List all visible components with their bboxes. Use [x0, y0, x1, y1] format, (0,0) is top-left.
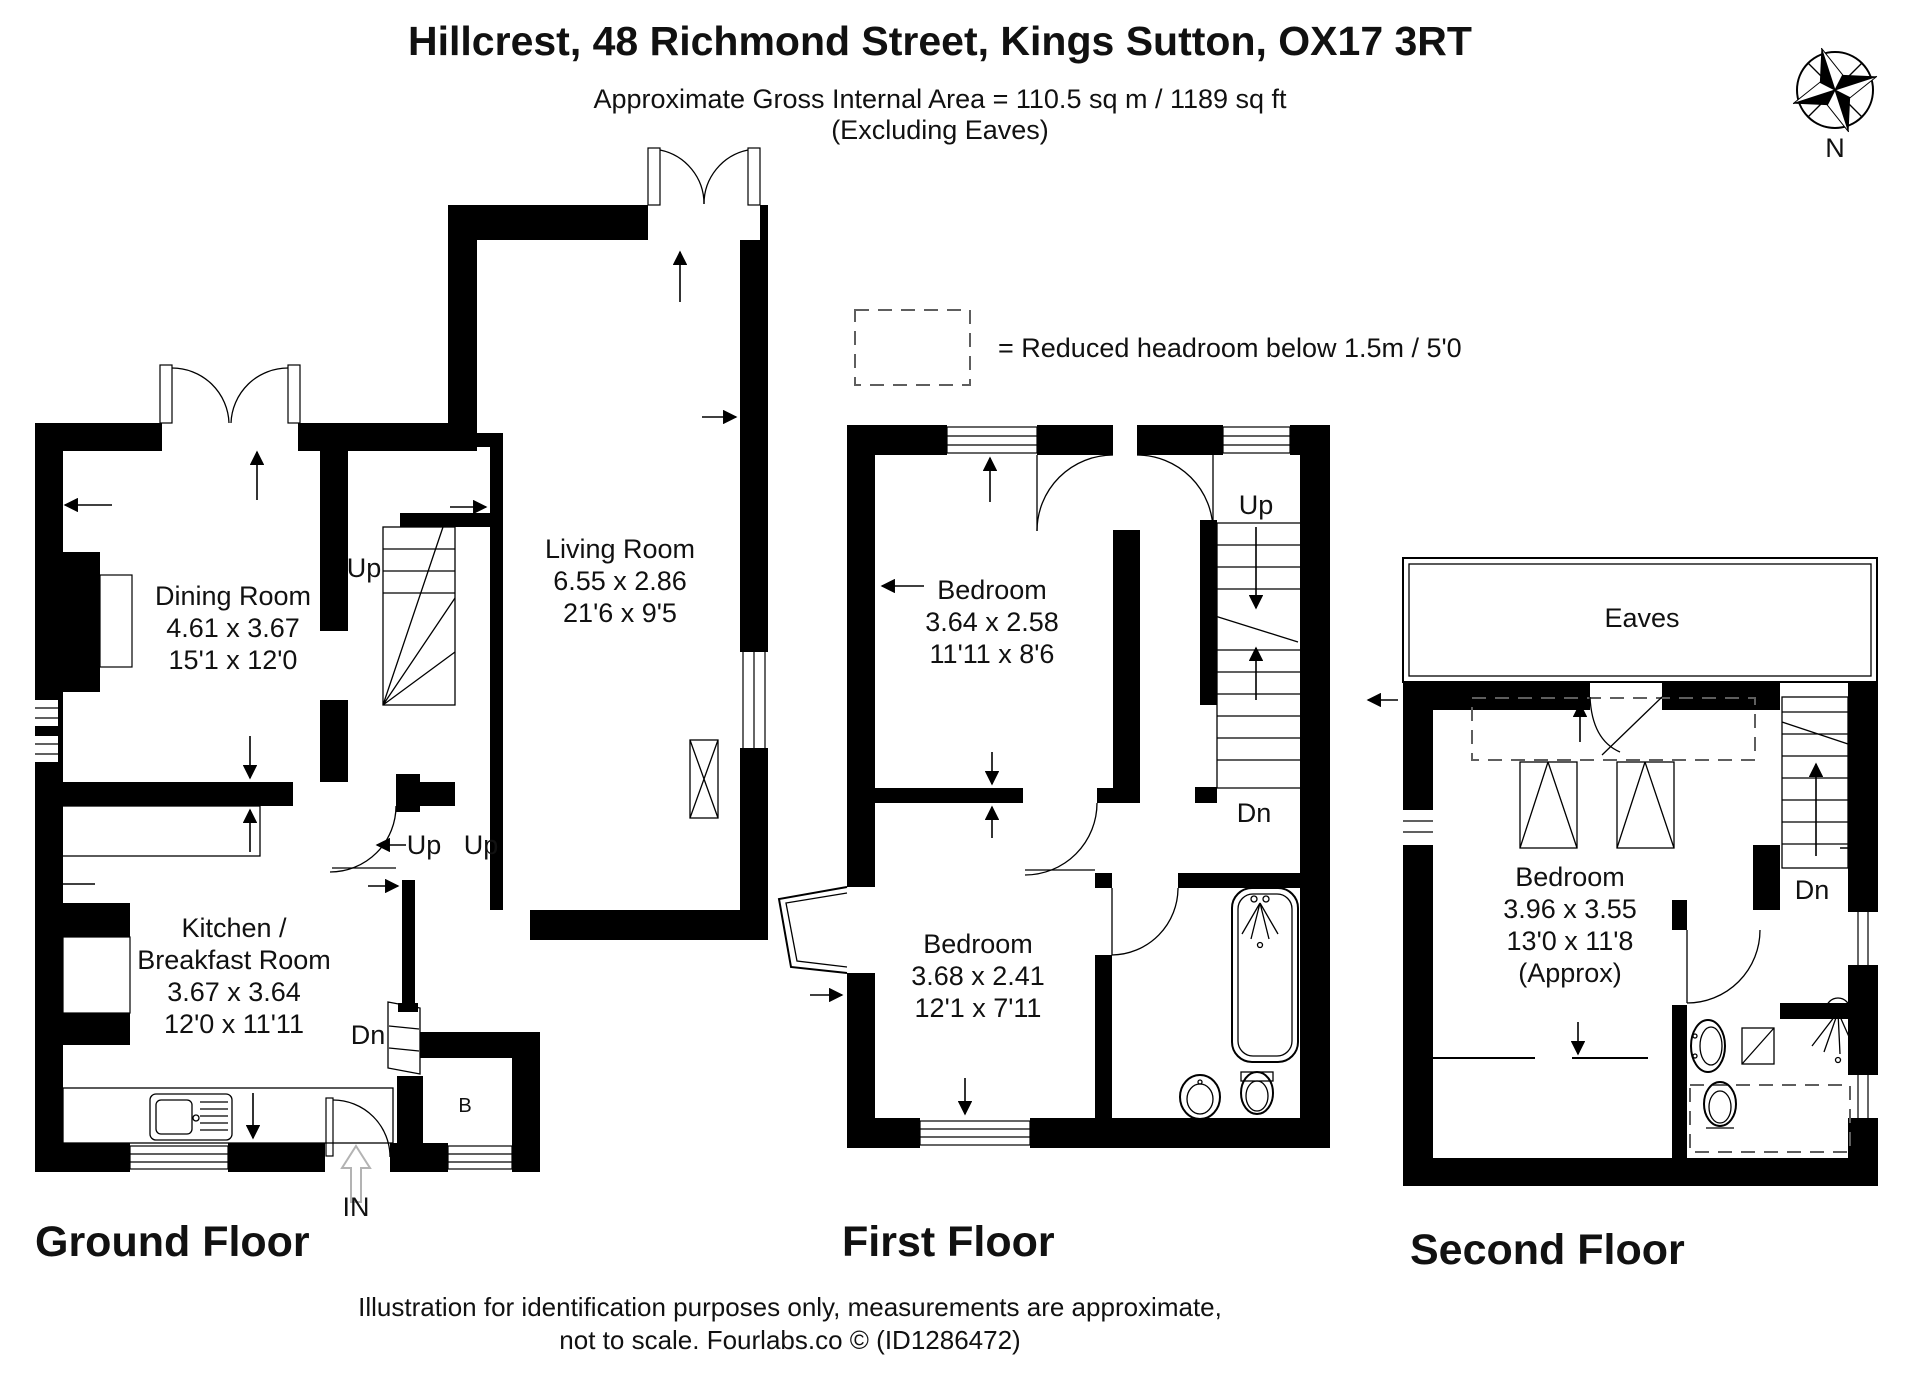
room-name-line1: Kitchen /: [181, 913, 287, 943]
sideboard: [40, 806, 260, 856]
compass-north-label: N: [1825, 133, 1845, 163]
bedroom-back-window: [920, 1121, 1030, 1145]
shower-room-door: [1687, 930, 1760, 1003]
shower-toilet-icon: [1704, 1082, 1736, 1128]
landing-window: [1223, 427, 1290, 453]
room-dims-metric: 3.96 x 3.55: [1503, 894, 1637, 924]
footer-line-1: Illustration for identification purposes only, measurements are approximate,: [358, 1292, 1222, 1322]
second-floor-down-label: Dn: [1794, 875, 1830, 905]
room-name: Dining Room: [154, 581, 312, 611]
bedroom-front-window: [947, 427, 1037, 453]
compass-icon: [1780, 35, 1891, 146]
room-label-living: [545, 533, 695, 629]
dining-french-doors: [160, 365, 300, 423]
room-dims-imperial: 11'11 x 8'6: [929, 639, 1055, 669]
room-name: Living Room: [544, 534, 696, 564]
room-dims-imperial: 15'1 x 12'0: [168, 645, 298, 675]
bath-icon: [1232, 888, 1298, 1062]
first-floor-plan: [779, 425, 1330, 1148]
page-title: Hillcrest, 48 Richmond Street, Kings Sutton, OX17 3RT: [408, 18, 1472, 64]
excluding-subtitle: (Excluding Eaves): [831, 115, 1049, 145]
hall-up-label-2: Up: [463, 830, 499, 860]
eaves-label: Eaves: [1604, 603, 1680, 633]
room-label-bedroom-second: [1503, 861, 1637, 989]
living-room-window: [740, 652, 768, 748]
eaves-door: [1590, 697, 1662, 755]
legend-label: = Reduced headroom below 1.5m / 5'0: [998, 333, 1462, 363]
stair-up-label: Up: [346, 553, 382, 583]
reduced-headroom-swatch: [855, 310, 970, 385]
room-label-dining: [155, 580, 311, 676]
second-left-window: [1403, 810, 1433, 845]
room-name: Bedroom: [923, 929, 1033, 959]
kitchen-door: [330, 806, 396, 872]
wardrobe-icons: [1520, 762, 1674, 848]
room-name: Bedroom: [937, 575, 1047, 605]
first-floor-up-label: Up: [1238, 490, 1274, 520]
second-floor-stairs: [1782, 697, 1848, 868]
bathroom-door: [1112, 888, 1178, 955]
cellar-down-label: Dn: [350, 1020, 386, 1050]
room-label-kitchen: [137, 912, 331, 1040]
room-dims-metric: 4.61 x 3.67: [166, 613, 300, 643]
kitchen-alcove: [63, 937, 130, 1013]
bedroom-back-door: [1025, 803, 1097, 875]
stair-top-door: [1137, 455, 1213, 531]
shower-tray-icon: [1742, 1028, 1774, 1064]
room-dims-metric: 3.64 x 2.58: [925, 607, 1059, 637]
room-name: Bedroom: [1515, 862, 1625, 892]
bedroom-front-door: [1037, 455, 1113, 531]
fireplace: [100, 575, 132, 667]
footer-line-2: not to scale. Fourlabs.co © (ID1286472): [559, 1325, 1021, 1355]
ground-floor-title: Ground Floor: [35, 1218, 310, 1266]
kitchen-window: [130, 1146, 228, 1169]
second-floor-title: Second Floor: [1410, 1226, 1685, 1274]
first-floor-down-label: Dn: [1236, 798, 1272, 828]
room-label-bedroom-front: [925, 574, 1059, 670]
basin-icon: [1180, 1075, 1220, 1119]
living-french-doors: [648, 148, 760, 205]
cellar-steps: [388, 1002, 420, 1074]
hall-up-label-1: Up: [406, 830, 442, 860]
shower-sink-icon: [1691, 1020, 1725, 1072]
room-dims-imperial: 13'0 x 11'8: [1506, 926, 1634, 956]
toilet-icon: [1241, 1072, 1273, 1114]
area-subtitle: Approximate Gross Internal Area = 110.5 sq m / 1189 sq ft: [593, 84, 1287, 114]
room-label-bedroom-back: [911, 928, 1045, 1024]
room-dims-approx: (Approx): [1518, 958, 1622, 988]
room-dims-imperial: 21'6 x 9'5: [563, 598, 677, 628]
first-floor-stairs: [1215, 523, 1300, 788]
entrance-label: IN: [342, 1192, 370, 1222]
bay-window: [779, 887, 847, 973]
utility-window: [448, 1146, 512, 1169]
main-stairs: [383, 527, 455, 705]
kitchen-sink: [63, 1088, 393, 1143]
room-dims-metric: 6.55 x 2.86: [553, 566, 687, 596]
reduced-headroom-zone-shower: [1690, 1085, 1850, 1152]
room-dims-metric: 3.68 x 2.41: [911, 961, 1045, 991]
room-dims-imperial: 12'0 x 11'11: [164, 1009, 304, 1039]
ground-floor-plan: [35, 148, 768, 1202]
room-name-line2: Breakfast Room: [137, 945, 331, 975]
window-seat: [690, 740, 718, 818]
boiler-label: B: [458, 1095, 472, 1117]
first-floor-title: First Floor: [842, 1218, 1055, 1266]
room-dims-imperial: 12'1 x 7'11: [914, 993, 1042, 1023]
room-dims-metric: 3.67 x 3.64: [167, 977, 301, 1007]
